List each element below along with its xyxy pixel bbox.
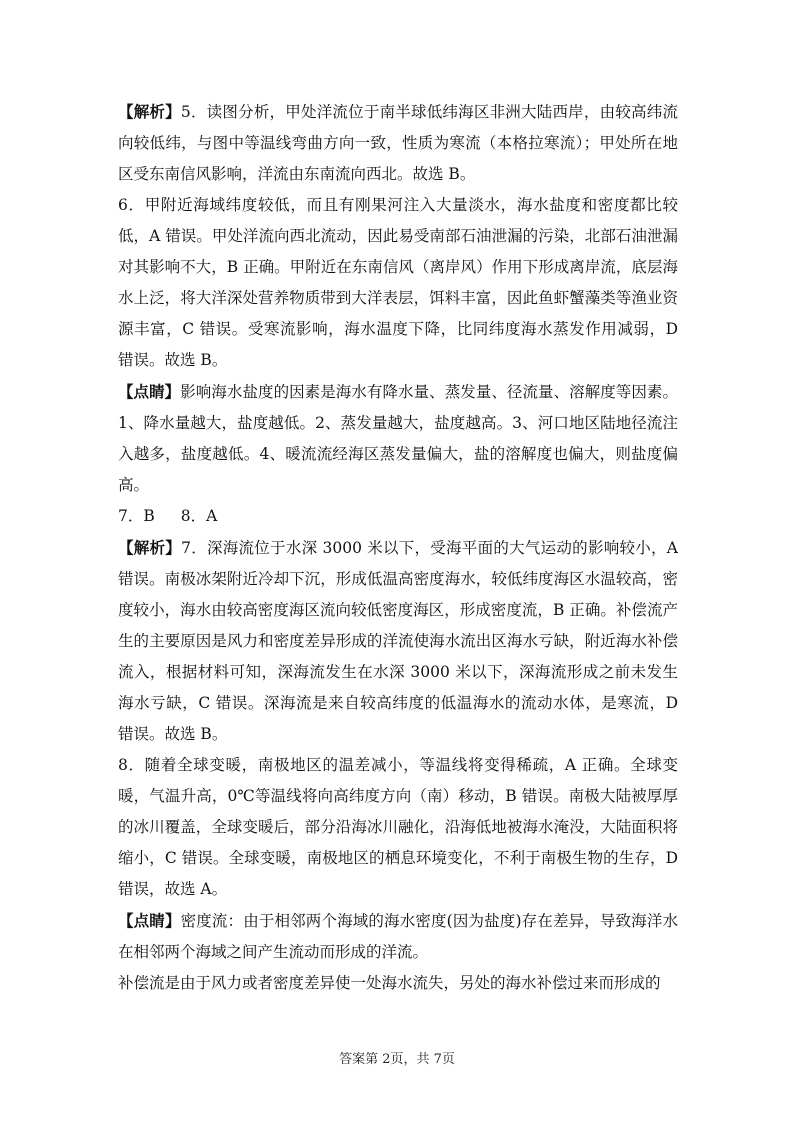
paragraph-text: 影响海水盐度的因素是海水有降水量、蒸发量、径流量、溶解度等因素。1、降水量越大，盐度越低。2、蒸发量越大，盐度越高。3、河口地区陆地径流注入越多，盐度越低。4、暖流流经海区蒸发量偏大，盐的溶解度也偏大，则盐度偏高。 <box>118 383 678 494</box>
analysis-tag: 【解析】 <box>118 102 181 121</box>
analysis-paragraph-6 <box>118 190 678 376</box>
key-point-paragraph-2 <box>118 905 678 968</box>
paragraph-text: 8．随着全球变暖，南极地区的温差减小，等温线将变得稀疏，A 正确。全球变暖，气温升高，0℃等温线将向高纬度方向（南）移动，B 错误。南极大陆被厚厚的冰川覆盖，全球变暖后，部分沿海冰川融化，沿海低地被海水淹没，大陆面积将缩小，C 错误。全球变暖，南极地区的栖息环境变化，不利于南极生物的生存，D 错误，故选 A。 <box>118 756 678 898</box>
paragraph-text: 密度流：由于相邻两个海域的海水密度(因为盐度)存在差异，导致海洋水在相邻两个海域之间产生流动而形成的洋流。 <box>118 912 678 961</box>
key-point-paragraph-1 <box>118 376 678 501</box>
page-footer: 答案第 2页，共 7页 <box>339 1052 455 1067</box>
paragraph-text: 5．读图分析，甲处洋流位于南半球低纬海区非洲大陆西岸，由较高纬流向较低纬，与图中等温线弯曲方向一致，性质为寒流（本格拉寒流）；甲处所在地区受东南信风影响，洋流由东南流向西北。故选 B。 <box>118 103 678 183</box>
paragraph-text: 7．深海流位于水深 3000 米以下，受海平面的大气运动的影响较小，A 错误。南极冰架附近冷却下沉，形成低温高密度海水，较低纬度海区水温较高，密度较小，海水由较高密度海区流向较低密度海区，形成密度流，B 正确。补偿流产生的主要原因是风力和密度差异形成的洋流使海水流出区海水亏缺，附近海水补偿流入，根据材料可知，深海流发生在水深 3000 米以下，深海流形成之前未发生海水亏缺，C 错误。深海流是来自较高纬度的低温海水的流动水体，是寒流，D 错误。故选 B。 <box>118 539 678 743</box>
analysis-paragraph-5 <box>118 96 678 190</box>
analysis-paragraph-7 <box>118 532 678 750</box>
key-point-tag: 【点睛】 <box>118 911 181 930</box>
paragraph-text: 6．甲附近海域纬度较低，而且有刚果河注入大量淡水，海水盐度和密度都比较低，A 错误。甲处洋流向西北流动，因此易受南部石油泄漏的污染，北部石油泄漏对其影响不大，B 正确。甲附近在东南信风（离岸风）作用下形成离岸流，底层海水上泛，将大洋深处营养物质带到大洋表层，饵料丰富，因此鱼虾蟹藻类等渔业资源丰富，C 错误。受寒流影响，海水温度下降，比同纬度海水蒸发作用减弱，D 错误。故选 B。 <box>118 196 678 369</box>
analysis-tag: 【解析】 <box>118 538 182 557</box>
answer-8: 8．A <box>180 507 218 525</box>
paragraph-text: 补偿流是由于风力或者密度差异使一处海水流失，另处的海水补偿过来而形成的 <box>118 974 661 992</box>
answer-7: 7．B <box>118 507 155 525</box>
analysis-paragraph-8 <box>118 750 678 905</box>
compensation-current-paragraph <box>118 968 678 999</box>
page-content <box>118 96 678 999</box>
answers-line <box>118 501 678 532</box>
key-point-tag: 【点睛】 <box>118 382 181 401</box>
